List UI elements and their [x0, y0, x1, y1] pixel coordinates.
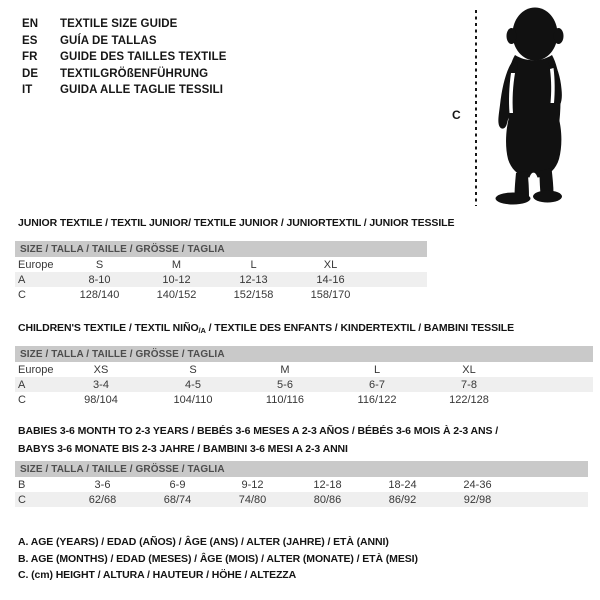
size-cell: S: [95, 258, 104, 271]
table-row-age: [15, 272, 427, 287]
size-cell: 152/158: [233, 288, 274, 301]
size-cell: 80/86: [313, 493, 342, 506]
size-cell: 6-9: [169, 478, 186, 491]
footnote-age-months: B. AGE (MONTHS) / EDAD (MESES) / ÂGE (MOIS) / ALTER (MONATE) / ETÀ (MESI): [18, 552, 418, 565]
size-cell: 98/104: [84, 393, 118, 406]
toddler-silhouette-icon: [480, 5, 584, 207]
size-header-bar: SIZE / TALLA / TAILLE / GRÖSSE / TAGLIA: [15, 241, 427, 257]
children-title-prefix: CHILDREN'S TEXTILE / TEXTIL NIÑO: [18, 322, 199, 334]
spacer-cell: [515, 362, 593, 377]
size-cell: L: [373, 363, 381, 376]
table-row-height: [15, 492, 588, 507]
size-cell: 116/122: [357, 393, 397, 406]
size-cell: 158/170: [310, 288, 351, 301]
junior-table-title: JUNIOR TEXTILE / TEXTIL JUNIOR/ TEXTILE JUNIOR / JUNIORTEXTIL / JUNIOR TESSILE: [18, 217, 455, 229]
language-row-fr: [22, 49, 227, 66]
language-row-en: [22, 16, 227, 33]
footnote-age-years: A. AGE (YEARS) / EDAD (AÑOS) / ÂGE (ANS) / ALTER (JAHRE) / ETÀ (ANNI): [18, 536, 389, 548]
language-code: ES: [22, 34, 38, 47]
spacer-cell: [515, 392, 593, 407]
row-label-cell: C: [18, 288, 26, 301]
size-cell: M: [171, 258, 182, 271]
junior-size-table: [15, 241, 427, 302]
language-code: EN: [22, 18, 39, 31]
spacer-cell: [369, 257, 427, 272]
language-row-it: [22, 82, 227, 99]
legend-footnotes: [18, 534, 418, 584]
row-label-cell: B: [18, 478, 26, 491]
children-title-subscript: /A: [198, 326, 206, 335]
footnote-height: C. (cm) HEIGHT / ALTURA / HAUTEUR / HÖHE / ALTEZZA: [18, 569, 297, 581]
size-cell: 92/98: [463, 493, 492, 506]
size-cell: XL: [323, 258, 338, 271]
table-header-row: [15, 241, 427, 257]
table-header-row: [15, 346, 593, 362]
language-code: FR: [22, 51, 38, 64]
table-row-height: [15, 287, 427, 302]
spacer-cell: [369, 287, 427, 302]
size-cell: 18-24: [388, 478, 417, 491]
table-row-age: [15, 377, 593, 392]
size-header-bar: SIZE / TALLA / TAILLE / GRÖSSE / TAGLIA: [15, 461, 588, 477]
babies-table-title: [18, 422, 498, 458]
size-cell: XL: [462, 363, 476, 376]
size-cell: M: [280, 363, 290, 376]
size-cell: 14-16: [316, 273, 345, 286]
language-code: IT: [22, 84, 33, 97]
table-row-europe: [15, 362, 593, 377]
language-code: DE: [22, 67, 39, 80]
row-label-cell: Europe: [18, 363, 54, 376]
guide-title-it: GUIDA ALLE TAGLIE TESSILI: [60, 84, 224, 97]
table-row-height: [15, 392, 593, 407]
size-cell: 3-4: [93, 378, 109, 391]
row-label-cell: C: [18, 493, 26, 506]
row-label-cell: A: [18, 378, 26, 391]
table-header-row: [15, 461, 588, 477]
guide-title-de: TEXTILGRÖßENFÜHRUNG: [60, 67, 209, 80]
spacer-cell: [515, 492, 588, 507]
children-size-table: [15, 346, 593, 407]
guide-title-fr: GUIDE DES TAILLES TEXTILE: [60, 51, 227, 64]
babies-size-table: [15, 461, 588, 507]
table-row-age-months: [15, 477, 588, 492]
size-cell: 12-18: [313, 478, 342, 491]
guide-title-en: TEXTILE SIZE GUIDE: [60, 18, 178, 31]
spacer-cell: [515, 377, 593, 392]
height-dimension-label: C: [452, 108, 461, 122]
babies-title-line2: BABYS 3-6 MONATE BIS 2-3 JAHRE / BAMBINI 3-6 MESI A 2-3 ANNI: [18, 443, 348, 455]
size-cell: 86/92: [388, 493, 417, 506]
size-header-bar: SIZE / TALLA / TAILLE / GRÖSSE / TAGLIA: [15, 346, 593, 362]
size-cell: 4-5: [185, 378, 201, 391]
size-cell: 68/74: [163, 493, 192, 506]
size-cell: 3-6: [94, 478, 111, 491]
size-cell: 10-12: [162, 273, 191, 286]
size-cell: 8-10: [88, 273, 111, 286]
language-title-list: [22, 16, 227, 99]
size-cell: 128/140: [79, 288, 120, 301]
size-cell: L: [250, 258, 257, 271]
size-cell: XS: [93, 363, 109, 376]
size-cell: S: [189, 363, 197, 376]
size-cell: 6-7: [369, 378, 385, 391]
spacer-cell: [515, 477, 588, 492]
row-label-cell: A: [18, 273, 26, 286]
size-cell: 140/152: [156, 288, 197, 301]
size-cell: 62/68: [88, 493, 117, 506]
size-cell: 110/116: [265, 393, 305, 406]
size-cell: 9-12: [241, 478, 264, 491]
children-title-suffix: / TEXTILE DES ENFANTS / KINDERTEXTIL / BAMBINI TESSILE: [205, 322, 515, 334]
language-row-es: [22, 33, 227, 50]
size-cell: 5-6: [277, 378, 293, 391]
babies-title-line1: BABIES 3-6 MONTH TO 2-3 YEARS / BEBÉS 3-6 MESES A 2-3 AÑOS / BÉBÉS 3-6 MOIS À 2-3 ANS /: [18, 425, 499, 437]
row-label-cell: C: [18, 393, 26, 406]
size-cell: 12-13: [239, 273, 268, 286]
size-cell: 7-8: [461, 378, 477, 391]
height-dimension-line: [475, 10, 477, 206]
table-row-europe: [15, 257, 427, 272]
guide-title-es: GUÍA DE TALLAS: [60, 34, 157, 47]
language-row-de: [22, 66, 227, 83]
size-cell: 24-36: [463, 478, 492, 491]
size-cell: 74/80: [238, 493, 267, 506]
size-cell: 122/128: [449, 393, 489, 406]
children-table-title: [18, 322, 514, 337]
spacer-cell: [369, 272, 427, 287]
row-label-cell: Europe: [18, 258, 54, 271]
size-cell: 104/110: [173, 393, 213, 406]
